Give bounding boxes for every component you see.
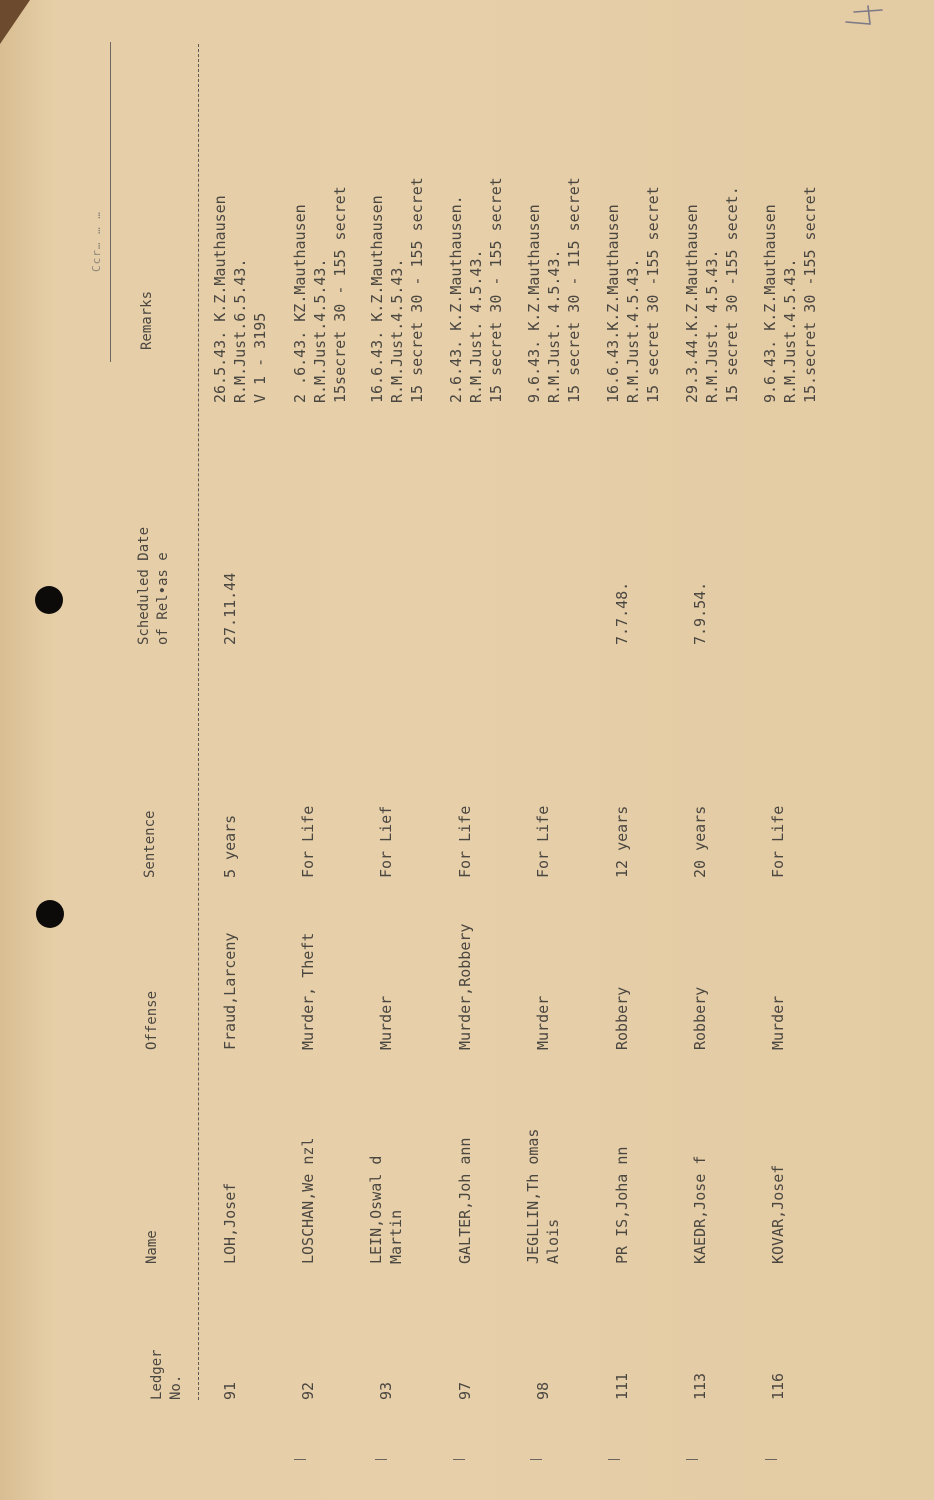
inmate-name: PR IS,Joha nn: [613, 1146, 631, 1264]
remarks: 2 .6.43. KZ.Mauthausen R.M.Just.4.5.43. 15secret 30 - 155 secret: [291, 186, 349, 403]
offense: Fraud,Larceny: [221, 932, 239, 1050]
offense: Murder, Theft: [299, 932, 317, 1050]
remarks: 16.6.43. K.Z.Mauthausen R.M.Just.4.5.43. 15 secret 30 - 155 secret: [368, 177, 426, 403]
tick-mark: [375, 1459, 387, 1460]
inmate-name: LEIN,Oswal d Martin: [367, 1155, 405, 1264]
handwritten-page-number: [844, 4, 884, 26]
release-date: 27.11.44: [221, 572, 239, 645]
ledger-no: 91: [221, 1381, 239, 1400]
sentence: 12 years: [613, 805, 631, 878]
col-header-offense: Offense: [144, 990, 160, 1050]
sentence: 20 years: [691, 805, 709, 878]
sentence: For Life: [299, 805, 317, 878]
ledger-no: 116: [769, 1372, 787, 1400]
remarks: 2.6.43. K.Z.Mauthausen. R.M.Just. 4.5.43. 15 secret 30 - 155 secret: [447, 177, 505, 403]
sentence: 5 years: [221, 814, 239, 878]
col-header-name: Name: [144, 1230, 160, 1264]
ledger-no: 98: [534, 1381, 552, 1400]
header-stamp: Ccr… … …: [90, 211, 103, 272]
inmate-name: GALTER,Joh ann: [456, 1137, 474, 1264]
ledger-no: 111: [613, 1372, 631, 1400]
inmate-name: LOH,Josef: [221, 1182, 239, 1264]
release-date: 7.7.48.: [613, 581, 631, 645]
col-header-ledger: Ledger No.: [149, 1349, 184, 1400]
offense: Murder,Robbery: [456, 923, 474, 1050]
tick-mark: [608, 1459, 620, 1460]
offense: Robbery: [613, 986, 631, 1050]
remarks: 9.6.43. K.Z.Mauthausen R.M.Just. 4.5.43. 15 secret 30 - 115 secret: [525, 177, 583, 403]
offense: Robbery: [691, 986, 709, 1050]
tick-mark: [686, 1459, 698, 1460]
col-header-release: Scheduled Date of Rel•as e: [136, 526, 171, 645]
sentence: For Life: [769, 805, 787, 878]
tick-mark: [765, 1459, 777, 1460]
inmate-name: KAEDR,Jose f: [691, 1155, 709, 1264]
header-divider: [198, 44, 199, 1400]
remarks: 29.3.44.K.Z.Mauthausen R.M.Just. 4.5.43. 15 secret 30 -155 secet.: [683, 186, 741, 403]
offense: Murder: [534, 995, 552, 1050]
remarks: 16.6.43.K.Z.Mauthausen R.M.Just.4.5.43. 15 secret 30 -155 secret: [604, 186, 662, 403]
ledger-no: 97: [456, 1381, 474, 1400]
sentence: For Life: [534, 805, 552, 878]
sentence: For Life: [456, 805, 474, 878]
tick-mark: [530, 1459, 542, 1460]
release-date: 7.9.54.: [691, 581, 709, 645]
inmate-name: JEGLLIN,Th omas Alois: [524, 1128, 562, 1264]
tick-mark: [453, 1459, 465, 1460]
inmate-name: KOVAR,Josef: [769, 1164, 787, 1264]
ledger-no: 92: [299, 1381, 317, 1400]
col-header-sentence: Sentence: [142, 810, 158, 878]
offense: Murder: [769, 995, 787, 1050]
inmate-name: LOSCHAN,We nzl: [299, 1137, 317, 1264]
ledger-no: 93: [377, 1381, 395, 1400]
remarks: 26.5.43. K.Z.Mauthausen R.M.Just.6.5.43. V 1 - 3195: [211, 195, 269, 403]
col-header-remarks: Remarks: [139, 290, 155, 350]
ledger-no: 113: [691, 1372, 709, 1400]
remarks: 9.6.43. K.Z.Mauthausen R.M.Just.4.5.43. 15.secret 30 -155 secret: [761, 186, 819, 403]
sentence: For Lief: [377, 805, 395, 878]
header-rule: [110, 42, 111, 362]
tick-mark: [294, 1459, 306, 1460]
offense: Murder: [377, 995, 395, 1050]
